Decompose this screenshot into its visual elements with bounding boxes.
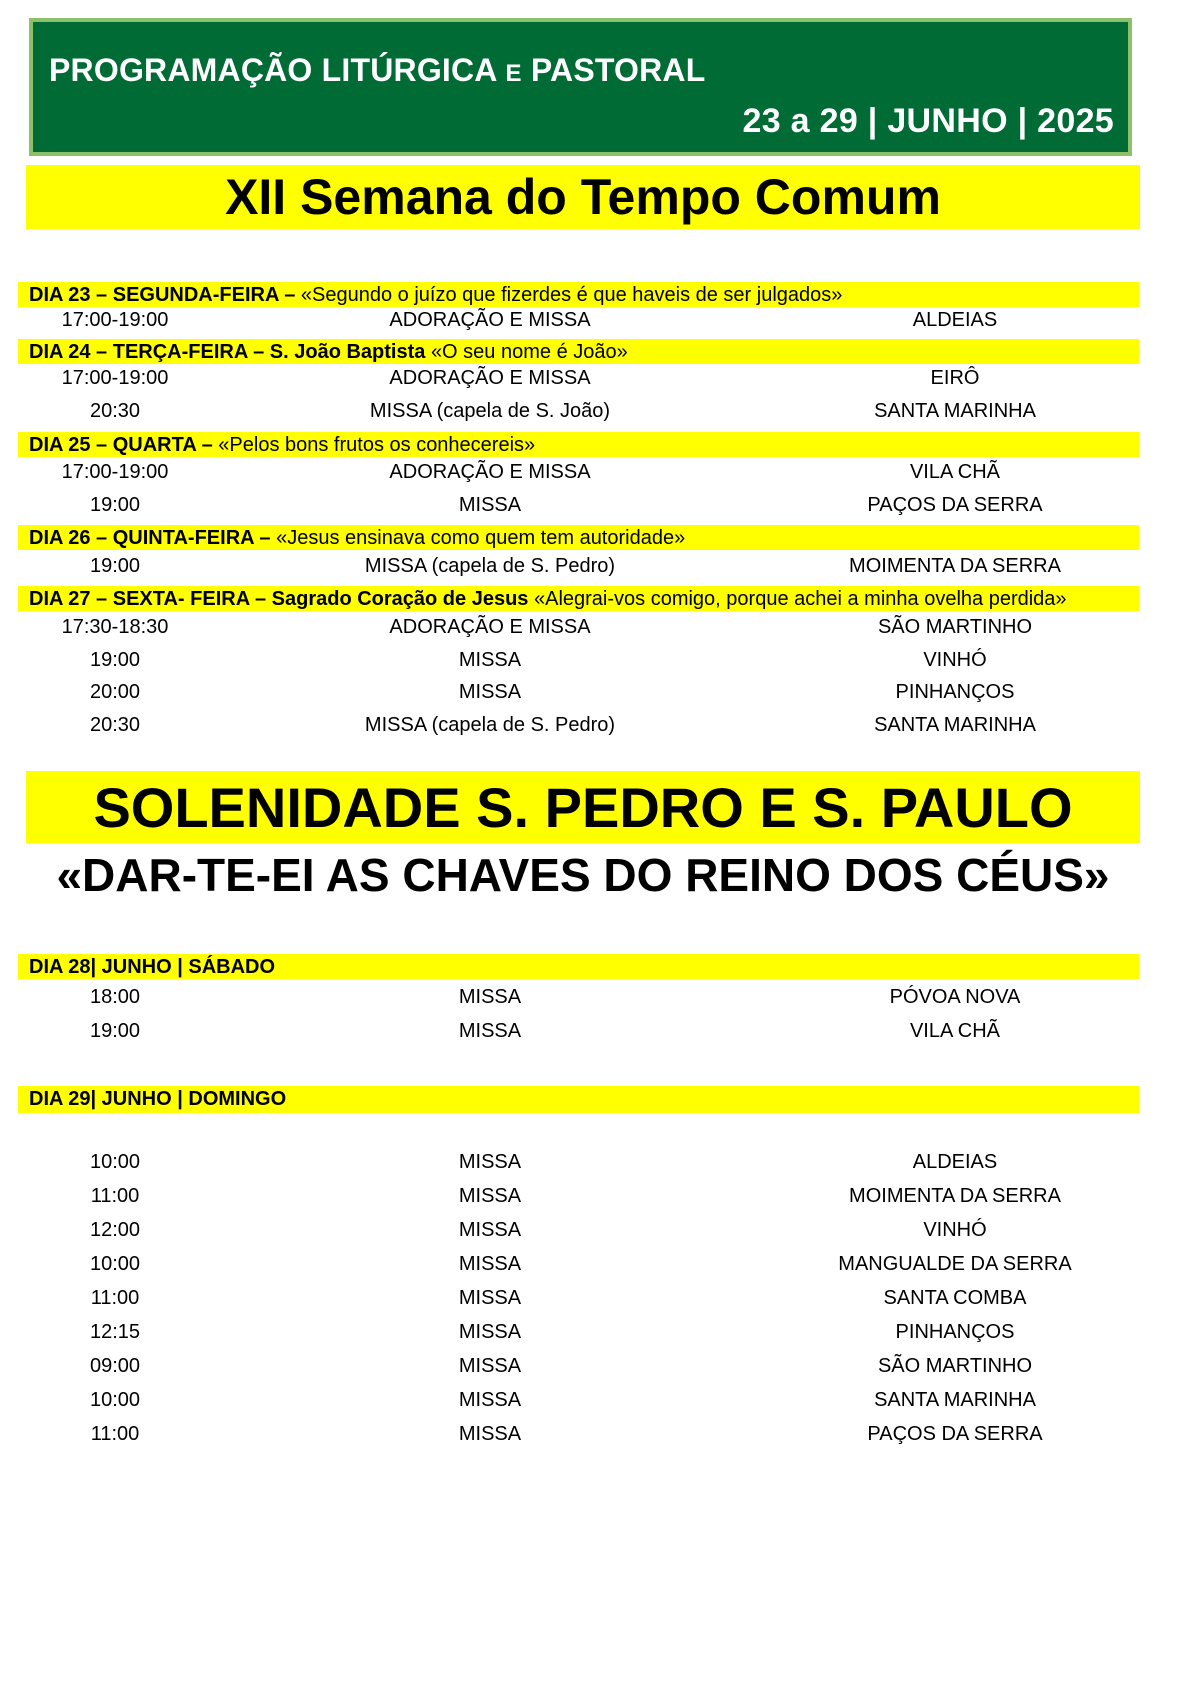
- day-header: [18, 282, 1139, 307]
- activity: MISSA: [458, 1389, 522, 1411]
- day-quote: «Alegrai-vos comigo, porque achei a minha ovelha perdida»: [533, 588, 1067, 610]
- day-quote: «Segundo o juízo que fizerdes é que haveis de ser julgados»: [300, 284, 843, 306]
- activity: MISSA: [458, 1287, 522, 1309]
- location: PAÇOS DA SERRA: [867, 494, 1043, 516]
- activity: ADORAÇÃO E MISSA: [389, 309, 591, 331]
- schedule-row: [0, 458, 1191, 486]
- activity: MISSA: [458, 1355, 522, 1377]
- time: 17:30-18:30: [61, 616, 169, 638]
- activity: MISSA: [458, 1185, 522, 1207]
- day-header: [18, 954, 1139, 979]
- page-title: [49, 52, 706, 89]
- week-title: XII Semana do Tempo Comum: [26, 165, 1140, 229]
- activity: ADORAÇÃO E MISSA: [389, 461, 591, 483]
- time: 19:00: [89, 555, 141, 577]
- time: 20:30: [89, 714, 141, 736]
- schedule-row: [0, 983, 1191, 1011]
- day-label: DIA 25 – QUARTA –: [29, 434, 219, 456]
- schedule-row: [0, 491, 1191, 519]
- schedule-row: [0, 678, 1191, 706]
- activity: MISSA: [458, 1151, 522, 1173]
- schedule-row: [0, 646, 1191, 674]
- day-quote: «Jesus ensinava como quem tem autoridade»: [276, 527, 686, 549]
- location: SANTA COMBA: [883, 1287, 1027, 1309]
- day-header: [18, 339, 1139, 364]
- day-label: DIA 28| JUNHO | SÁBADO: [29, 956, 276, 978]
- time: 09:00: [89, 1355, 141, 1377]
- activity: ADORAÇÃO E MISSA: [389, 367, 591, 389]
- date-range: 23 a 29 | JUNHO | 2025: [742, 102, 1114, 140]
- activity: MISSA: [458, 494, 522, 516]
- day-label: DIA 27 – SEXTA- FEIRA – Sagrado Coração de Jesus: [29, 588, 534, 610]
- activity: MISSA: [458, 649, 522, 671]
- day-header: [18, 586, 1139, 611]
- schedule-row: [0, 364, 1191, 392]
- day-header: [18, 1086, 1139, 1113]
- title-connector: E: [505, 60, 522, 87]
- time: 10:00: [89, 1389, 141, 1411]
- day-label: DIA 24 – TERÇA-FEIRA – S. João Baptista: [29, 341, 431, 363]
- location: SANTA MARINHA: [874, 400, 1036, 422]
- location: SÃO MARTINHO: [877, 1355, 1033, 1377]
- schedule-row: [0, 306, 1191, 334]
- location: SANTA MARINHA: [874, 714, 1036, 736]
- location: MANGUALDE DA SERRA: [838, 1253, 1072, 1275]
- schedule-row: [0, 1216, 1191, 1244]
- schedule-row: [0, 1420, 1191, 1448]
- time: 11:00: [90, 1423, 140, 1445]
- day-quote: «Pelos bons frutos os conhecereis»: [218, 434, 536, 456]
- time: 12:00: [89, 1219, 141, 1241]
- schedule-row: [0, 1148, 1191, 1176]
- day-label: DIA 29| JUNHO | DOMINGO: [29, 1088, 287, 1110]
- location: VILA CHÃ: [909, 461, 1001, 483]
- schedule-row: [0, 397, 1191, 425]
- time: 19:00: [89, 494, 141, 516]
- solemnity-title: SOLENIDADE S. PEDRO E S. PAULO: [26, 771, 1140, 843]
- location: ALDEIAS: [912, 1151, 998, 1173]
- day-header: [18, 432, 1139, 457]
- activity: MISSA (capela de S. João): [369, 400, 611, 422]
- time: 20:00: [89, 681, 141, 703]
- location: VINHÓ: [923, 649, 987, 671]
- solemnity-subtitle: «DAR-TE-EI AS CHAVES DO REINO DOS CÉUS»: [56, 849, 1110, 901]
- activity: MISSA: [458, 1253, 522, 1275]
- time: 12:15: [89, 1321, 141, 1343]
- activity: MISSA (capela de S. Pedro): [364, 555, 616, 577]
- schedule-row: [0, 1250, 1191, 1278]
- location: ALDEIAS: [912, 309, 998, 331]
- location: PINHANÇOS: [895, 681, 1015, 703]
- time: 11:00: [90, 1287, 140, 1309]
- header-banner: [29, 18, 1132, 156]
- location: VINHÓ: [923, 1219, 987, 1241]
- time: 11:00: [90, 1185, 140, 1207]
- day-quote: «O seu nome é João»: [430, 341, 628, 363]
- location: MOIMENTA DA SERRA: [849, 1185, 1061, 1207]
- title-part-1: PROGRAMAÇÃO LITÚRGICA: [49, 52, 506, 88]
- location: MOIMENTA DA SERRA: [849, 555, 1061, 577]
- schedule-row: [0, 1017, 1191, 1045]
- day-label: DIA 26 – QUINTA-FEIRA –: [29, 527, 277, 549]
- time: 17:00-19:00: [61, 309, 169, 331]
- time: 17:00-19:00: [61, 367, 169, 389]
- time: 19:00: [89, 1020, 141, 1042]
- schedule-row: [0, 613, 1191, 641]
- location: EIRÔ: [930, 367, 980, 389]
- activity: MISSA: [458, 1219, 522, 1241]
- location: PAÇOS DA SERRA: [867, 1423, 1043, 1445]
- activity: MISSA (capela de S. Pedro): [364, 714, 616, 736]
- time: 20:30: [89, 400, 141, 422]
- activity: MISSA: [458, 986, 522, 1008]
- schedule-row: [0, 1318, 1191, 1346]
- schedule-row: [0, 1386, 1191, 1414]
- activity: ADORAÇÃO E MISSA: [389, 616, 591, 638]
- time: 10:00: [89, 1151, 141, 1173]
- activity: MISSA: [458, 1321, 522, 1343]
- location: PINHANÇOS: [895, 1321, 1015, 1343]
- activity: MISSA: [458, 681, 522, 703]
- activity: MISSA: [458, 1020, 522, 1042]
- time: 18:00: [89, 986, 141, 1008]
- location: PÓVOA NOVA: [889, 986, 1021, 1008]
- day-label: DIA 23 – SEGUNDA-FEIRA –: [29, 284, 301, 306]
- location: SÃO MARTINHO: [877, 616, 1033, 638]
- schedule-row: [0, 1284, 1191, 1312]
- schedule-row: [0, 552, 1191, 580]
- location: SANTA MARINHA: [874, 1389, 1036, 1411]
- schedule-row: [0, 1352, 1191, 1380]
- time: 10:00: [89, 1253, 141, 1275]
- title-part-2: PASTORAL: [521, 52, 706, 88]
- schedule-row: [0, 711, 1191, 739]
- time: 17:00-19:00: [61, 461, 169, 483]
- schedule-row: [0, 1182, 1191, 1210]
- day-header: [18, 525, 1139, 550]
- activity: MISSA: [458, 1423, 522, 1445]
- location: VILA CHÃ: [909, 1020, 1001, 1042]
- time: 19:00: [89, 649, 141, 671]
